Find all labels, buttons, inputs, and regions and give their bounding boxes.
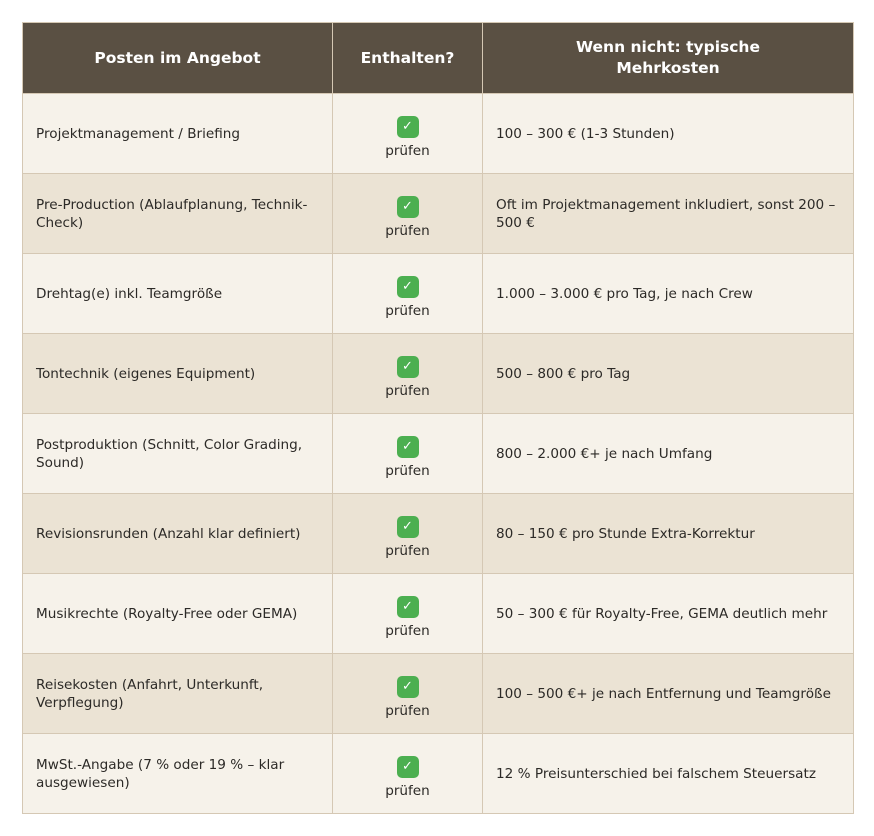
included-wrap [333, 748, 482, 800]
cost-label: Oft im Projektmanagement inkludiert, sonst 200 – 500 € [496, 196, 836, 231]
cost-label: 50 – 300 € für Royalty-Free, GEMA deutlich mehr [496, 605, 828, 622]
header-row [23, 23, 854, 94]
item-cell [23, 654, 333, 734]
header-item: Posten im Angebot [23, 23, 333, 94]
item-label: Reisekosten (Anfahrt, Unterkunft, Verpflegung) [36, 676, 264, 711]
item-cell [23, 94, 333, 174]
included-label: prüfen [385, 222, 430, 239]
table-row [23, 334, 854, 414]
included-label: prüfen [385, 302, 430, 319]
cost-cell [483, 94, 854, 174]
item-label: Drehtag(e) inkl. Teamgröße [36, 285, 223, 302]
included-cell [333, 94, 483, 174]
cost-cell [483, 734, 854, 814]
cost-label: 800 – 2.000 €+ je nach Umfang [496, 445, 713, 462]
included-cell [333, 414, 483, 494]
cost-cell [483, 574, 854, 654]
cost-cell [483, 494, 854, 574]
checkmark-icon: ✓ [397, 356, 419, 378]
item-cell [23, 574, 333, 654]
cost-label: 80 – 150 € pro Stunde Extra-Korrektur [496, 525, 755, 542]
checklist-table-container [22, 22, 853, 814]
item-label: Revisionsrunden (Anzahl klar definiert) [36, 525, 301, 542]
cost-cell [483, 414, 854, 494]
included-cell [333, 174, 483, 254]
included-label: prüfen [385, 382, 430, 399]
checkmark-icon: ✓ [397, 596, 419, 618]
header-extra-cost: Wenn nicht: typische Mehrkosten [483, 23, 854, 94]
item-cell [23, 734, 333, 814]
item-label: Musikrechte (Royalty-Free oder GEMA) [36, 605, 298, 622]
included-wrap [333, 508, 482, 560]
table-row [23, 414, 854, 494]
included-label: prüfen [385, 462, 430, 479]
cost-label: 100 – 500 €+ je nach Entfernung und Teamgröße [496, 685, 831, 702]
included-wrap [333, 268, 482, 320]
included-label: prüfen [385, 702, 430, 719]
item-label: Postproduktion (Schnitt, Color Grading, Sound) [36, 436, 303, 471]
checkmark-icon: ✓ [397, 516, 419, 538]
table-row [23, 174, 854, 254]
cost-cell [483, 654, 854, 734]
cost-label: 100 – 300 € (1-3 Stunden) [496, 125, 675, 142]
included-wrap [333, 668, 482, 720]
table-row [23, 734, 854, 814]
table-row [23, 494, 854, 574]
checkmark-icon: ✓ [397, 756, 419, 778]
item-cell [23, 174, 333, 254]
cost-label: 500 – 800 € pro Tag [496, 365, 631, 382]
included-cell [333, 494, 483, 574]
item-cell [23, 254, 333, 334]
checkmark-icon: ✓ [397, 276, 419, 298]
included-cell [333, 574, 483, 654]
item-cell [23, 414, 333, 494]
cost-label: 1.000 – 3.000 € pro Tag, je nach Crew [496, 285, 753, 302]
checkmark-icon: ✓ [397, 676, 419, 698]
cost-cell [483, 254, 854, 334]
cost-label: 12 % Preisunterschied bei falschem Steuersatz [496, 765, 816, 782]
included-cell [333, 734, 483, 814]
offer-checklist-table [22, 22, 854, 814]
table-row [23, 254, 854, 334]
included-cell [333, 254, 483, 334]
item-label: MwSt.-Angabe (7 % oder 19 % – klar ausgewiesen) [36, 756, 285, 791]
included-label: prüfen [385, 622, 430, 639]
included-wrap [333, 108, 482, 160]
header-included: Enthalten? [333, 23, 483, 94]
checkmark-icon: ✓ [397, 436, 419, 458]
included-wrap [333, 588, 482, 640]
item-label: Projektmanagement / Briefing [36, 125, 241, 142]
table-row [23, 94, 854, 174]
item-label: Pre-Production (Ablaufplanung, Technik-Check) [36, 196, 308, 231]
included-wrap [333, 188, 482, 240]
table-body [23, 94, 854, 814]
table-row [23, 574, 854, 654]
included-cell [333, 654, 483, 734]
item-cell [23, 334, 333, 414]
item-cell [23, 494, 333, 574]
included-label: prüfen [385, 142, 430, 159]
checkmark-icon: ✓ [397, 196, 419, 218]
cost-cell [483, 174, 854, 254]
item-label: Tontechnik (eigenes Equipment) [36, 365, 256, 382]
cost-cell [483, 334, 854, 414]
table-row [23, 654, 854, 734]
included-cell [333, 334, 483, 414]
included-wrap [333, 348, 482, 400]
included-label: prüfen [385, 782, 430, 799]
checkmark-icon: ✓ [397, 116, 419, 138]
included-label: prüfen [385, 542, 430, 559]
included-wrap [333, 428, 482, 480]
table-header [23, 23, 854, 94]
